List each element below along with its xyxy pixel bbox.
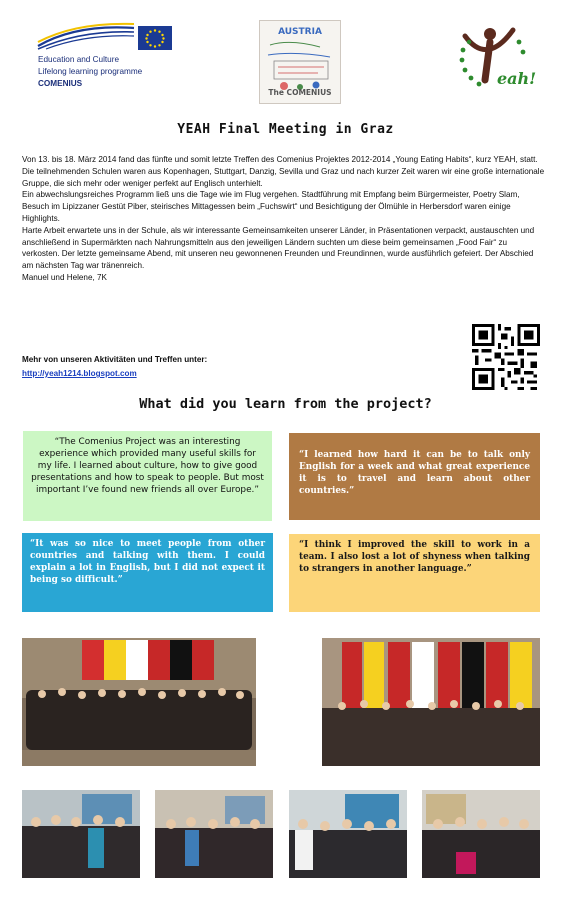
article-paragraph: Ein abwechslungsreiches Programm ließ uns die Tage wie im Flug vergehen. Stadtführung mit Empfang beim Bürgermeister, Poetry Slam, Besuch im Lipizzaner Gestüt Piber, steirisches Mittagessen beim „Fuchswirt“ und Besichtigung der Ölmühle in Herbersdorf waren einige Highlights. <box>22 190 520 223</box>
section-heading: What did you learn from the project? <box>139 396 432 412</box>
eu-logo-line-1: Education and Culture <box>38 55 120 64</box>
yeah-logo-icon <box>457 22 537 94</box>
group-photo <box>22 790 140 878</box>
article-paragraph: Von 13. bis 18. März 2014 fand das fünfte und somit letzte Treffen des Comenius Projektes 2012-2014 „Young Eating Habits“, kurz YEAH, statt. Die teilnehmenden Schulen waren aus Kopenhagen, Stuttgart, Danzig, Sevilla und Graz und nach kurzer Zeit waren wir eine große internationale Gruppe, die sich mehr oder weniger perfekt auf Englisch unterhielt. <box>22 155 545 188</box>
quote-box: “I think I improved the skill to work in a team. I also lost a lot of shyness when talking to strangers in another language.” <box>289 534 540 612</box>
eu-flag-icon <box>138 26 172 50</box>
eu-logo-line-3: COMENIUS <box>38 79 83 88</box>
group-photo <box>289 790 407 878</box>
eu-swoosh-icon <box>36 22 136 50</box>
article-author: Manuel und Helene, 7K <box>22 272 107 282</box>
page-title: YEAH Final Meeting in Graz <box>177 122 394 137</box>
quote-box: “It was so nice to meet people from other countries and talking with them. I could explain a lot in English, but I did not expect it being so difficult.” <box>22 533 273 612</box>
svg-text:eah!: eah! <box>497 69 537 88</box>
qr-code-icon <box>472 324 540 390</box>
article-paragraph: Harte Arbeit erwartete uns in der Schule, als wir interessante Gemeinsamkeiten unserer Länder, in Präsentationen verpackt, austauschten und anschließend in Supermärkten nach Nahrungsmitteln aus den jeweiligen Ländern suchten um diese beim gemeinsamen „Food Fair“ zu verkosten. Der letzte gemeinsame Abend, mit unseren neu gewonnenen Freunden und Freundinnen, wurde ausführlich gefeiert. Der Abschied am nächsten Tag war tränenreich. <box>22 225 535 271</box>
blog-link[interactable]: http://yeah1214.blogspot.com <box>22 369 137 378</box>
quote-box: “I learned how hard it can be to talk only English for a week and what great experience it is to travel and learn about other countries.” <box>289 433 540 520</box>
austria-poster-image <box>259 20 341 104</box>
group-photo <box>22 638 256 766</box>
poster-title: AUSTRIA <box>278 27 322 37</box>
group-photo <box>322 638 540 766</box>
quote-box: “The Comenius Project was an interesting experience which provided many useful skills for my life. I learned about culture, how to give good presentations and how to speak to people. But most important I’ve found new friends all over Europe.” <box>23 431 272 521</box>
eu-logo-line-2: Lifelong learning programme <box>38 67 143 76</box>
eu-comenius-logo <box>36 22 176 100</box>
poster-bottom-text: The COMENIUS <box>268 88 332 97</box>
more-info-label: Mehr von unseren Aktivitäten und Treffen unter: <box>22 355 208 364</box>
article-body <box>22 154 546 284</box>
group-photo <box>155 790 273 878</box>
group-photo <box>422 790 540 878</box>
